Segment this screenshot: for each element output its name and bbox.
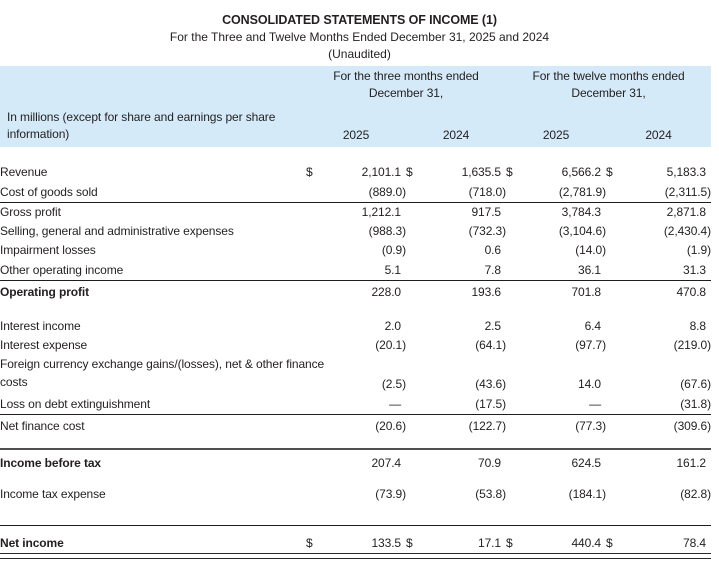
dollar-sign [606,280,626,302]
value-cell: (31.8) [626,394,711,414]
value-cell: (17.5) [426,394,506,414]
dollar-sign [406,485,426,504]
dollar-sign [506,202,526,222]
value-cell: (2.5) [381,377,406,391]
value-cell: (988.3) [368,224,406,238]
value-cell: 36.1 [526,260,606,280]
dollar-sign [506,449,526,473]
spacer-row [0,436,711,449]
value-cell: (43.6) [475,377,506,391]
dollar-sign [606,182,626,202]
value-cell: 161.2 [676,456,706,470]
row-label: Net income [0,535,64,550]
value-cell: (718.0) [426,182,506,202]
row-label-text: Foreign currency exchange gains/(losses), net & other finance costs [0,357,325,389]
dollar-sign [406,280,426,302]
dollar-sign [306,182,326,202]
value-cell: (2,311.5) [626,182,711,202]
dollar-sign [506,222,526,241]
dollar-sign [506,280,526,302]
value-cell: 701.8 [571,285,601,299]
value-cell: (2,430.4) [663,224,711,238]
income-statement-rows [0,147,711,558]
dollar-sign [606,317,626,336]
row-label: Impairment losses [0,243,96,257]
value-cell: 2,101.1 [361,165,401,179]
three-months-group-heading: For the three months ended [306,66,506,86]
value-cell: (732.3) [468,224,506,238]
value-cell: (14.0) [575,243,606,257]
dollar-sign: $ [406,165,413,179]
in-millions-note: In millions (except for share and earnings per share information) [0,103,306,147]
dollar-sign [506,182,526,202]
spacer-row [0,504,711,525]
value-cell: 7.8 [426,260,506,280]
row-label: Income tax expense [0,487,106,501]
value-cell: (53.8) [475,487,506,501]
dollar-sign [406,336,426,355]
dollar-sign [606,485,626,504]
value-cell: — [326,394,406,414]
twelve-months-date-heading: December 31, [506,86,711,103]
value-cell: 133.5 [371,535,401,550]
dollar-sign [306,485,326,504]
value-cell: 193.6 [471,285,501,299]
row-label: Revenue [0,165,48,179]
dollar-sign [606,241,626,260]
header-empty-cell [0,66,306,86]
value-cell: (2,781.9) [526,182,606,202]
value-cell: 78.4 [683,535,706,550]
value-cell: 14.0 [578,377,601,391]
dollar-sign: $ [506,165,513,179]
dollar-sign [406,414,426,436]
dollar-sign [306,280,326,302]
dollar-sign [606,449,626,473]
value-cell: — [526,394,606,414]
value-cell: (184.1) [568,487,606,501]
unaudited-note: (Unaudited) [328,47,391,61]
value-cell: 1,212.1 [361,205,401,219]
value-cell: 6,566.2 [561,165,601,179]
dollar-sign [406,182,426,202]
row-label: Interest expense [0,338,88,352]
dollar-sign: $ [506,535,513,550]
dollar-sign [406,449,426,473]
double-rule [0,553,711,558]
dollar-sign [306,260,326,280]
year-header: 2025 [306,103,406,147]
value-cell: (20.6) [375,419,406,433]
dollar-sign [406,355,426,394]
value-cell: (77.3) [575,419,606,433]
value-cell: 70.9 [478,456,501,470]
dollar-sign [306,394,326,414]
dollar-sign [606,414,626,436]
value-cell: 440.4 [571,535,601,550]
document-subtitle: For the Three and Twelve Months Ended December 31, 2025 and 2024 [169,30,550,44]
dollar-sign [306,241,326,260]
row-label: Gross profit [0,205,61,219]
row-label: Interest income [0,319,81,333]
dollar-sign [406,317,426,336]
value-cell: (64.1) [475,338,506,352]
row-label: Operating profit [0,285,90,299]
dollar-sign [406,241,426,260]
dollar-sign [606,336,626,355]
twelve-months-group-heading: For the twelve months ended [506,66,711,86]
row-label: Cost of goods sold [0,182,306,202]
dollar-sign [506,241,526,260]
dollar-sign: $ [306,535,313,550]
value-cell: (67.6) [680,377,711,391]
dollar-sign [506,485,526,504]
three-months-date-heading: December 31, [306,86,506,103]
row-label: Loss on debt extinguishment [0,394,306,414]
value-cell: (3,104.6) [558,224,606,238]
dollar-sign [306,414,326,436]
value-cell: 3,784.3 [561,205,601,219]
dollar-sign: $ [606,165,613,179]
dollar-sign [506,394,526,414]
dollar-sign [506,317,526,336]
header-empty-cell [0,86,306,103]
value-cell: (122.7) [468,419,506,433]
value-cell: (219.0) [673,338,711,352]
value-cell: (1.9) [686,243,711,257]
value-cell: (20.1) [375,338,406,352]
year-header: 2024 [606,103,711,147]
year-header: 2024 [406,103,506,147]
value-cell: (0.9) [381,243,406,257]
value-cell: (82.8) [680,487,711,501]
income-statement-table [0,66,711,559]
dollar-sign [506,260,526,280]
dollar-sign [606,260,626,280]
value-cell: (309.6) [673,419,711,433]
dollar-sign [406,260,426,280]
row-label: Income before tax [0,456,101,470]
value-cell: 2.0 [384,319,401,333]
row-label: Net finance cost [0,419,85,433]
value-cell: 2.5 [484,319,501,333]
value-cell: 5.1 [326,260,406,280]
dollar-sign [306,222,326,241]
dollar-sign [506,336,526,355]
dollar-sign: $ [306,165,313,179]
document-title: CONSOLIDATED STATEMENTS OF INCOME (1) [222,13,497,27]
row-label [0,355,325,394]
value-cell: 1,635.5 [461,165,501,179]
value-cell: 17.1 [478,535,501,550]
dollar-sign [606,202,626,222]
value-cell: 207.4 [371,456,401,470]
dollar-sign [306,317,326,336]
spacer-row [0,302,711,317]
value-cell: (889.0) [326,182,406,202]
dollar-sign [306,449,326,473]
dollar-sign: $ [606,535,613,550]
dollar-sign: $ [406,535,413,550]
dollar-sign [606,222,626,241]
value-cell: 6.4 [584,319,601,333]
value-cell: 8.8 [689,319,706,333]
spacer-row [0,473,711,485]
row-label: Selling, general and administrative expenses [0,224,234,238]
dollar-sign [606,394,626,414]
dollar-sign [606,355,626,394]
value-cell: 228.0 [371,285,401,299]
dollar-sign [406,202,426,222]
table-header [0,66,711,147]
value-cell: 2,871.8 [666,205,706,219]
dollar-sign [506,355,526,394]
value-cell: 470.8 [676,285,706,299]
dollar-sign [306,202,326,222]
value-cell: (97.7) [575,338,606,352]
dollar-sign [406,222,426,241]
value-cell: 5,183.3 [666,165,706,179]
dollar-sign [406,394,426,414]
value-cell: 917.5 [471,205,501,219]
dollar-sign [306,336,326,355]
value-cell: 0.6 [484,243,501,257]
value-cell: 31.3 [626,260,711,280]
value-cell: 624.5 [571,456,601,470]
value-cell: (73.9) [375,487,406,501]
dollar-sign [506,414,526,436]
row-label: Other operating income [0,260,306,280]
year-header: 2025 [506,103,606,147]
